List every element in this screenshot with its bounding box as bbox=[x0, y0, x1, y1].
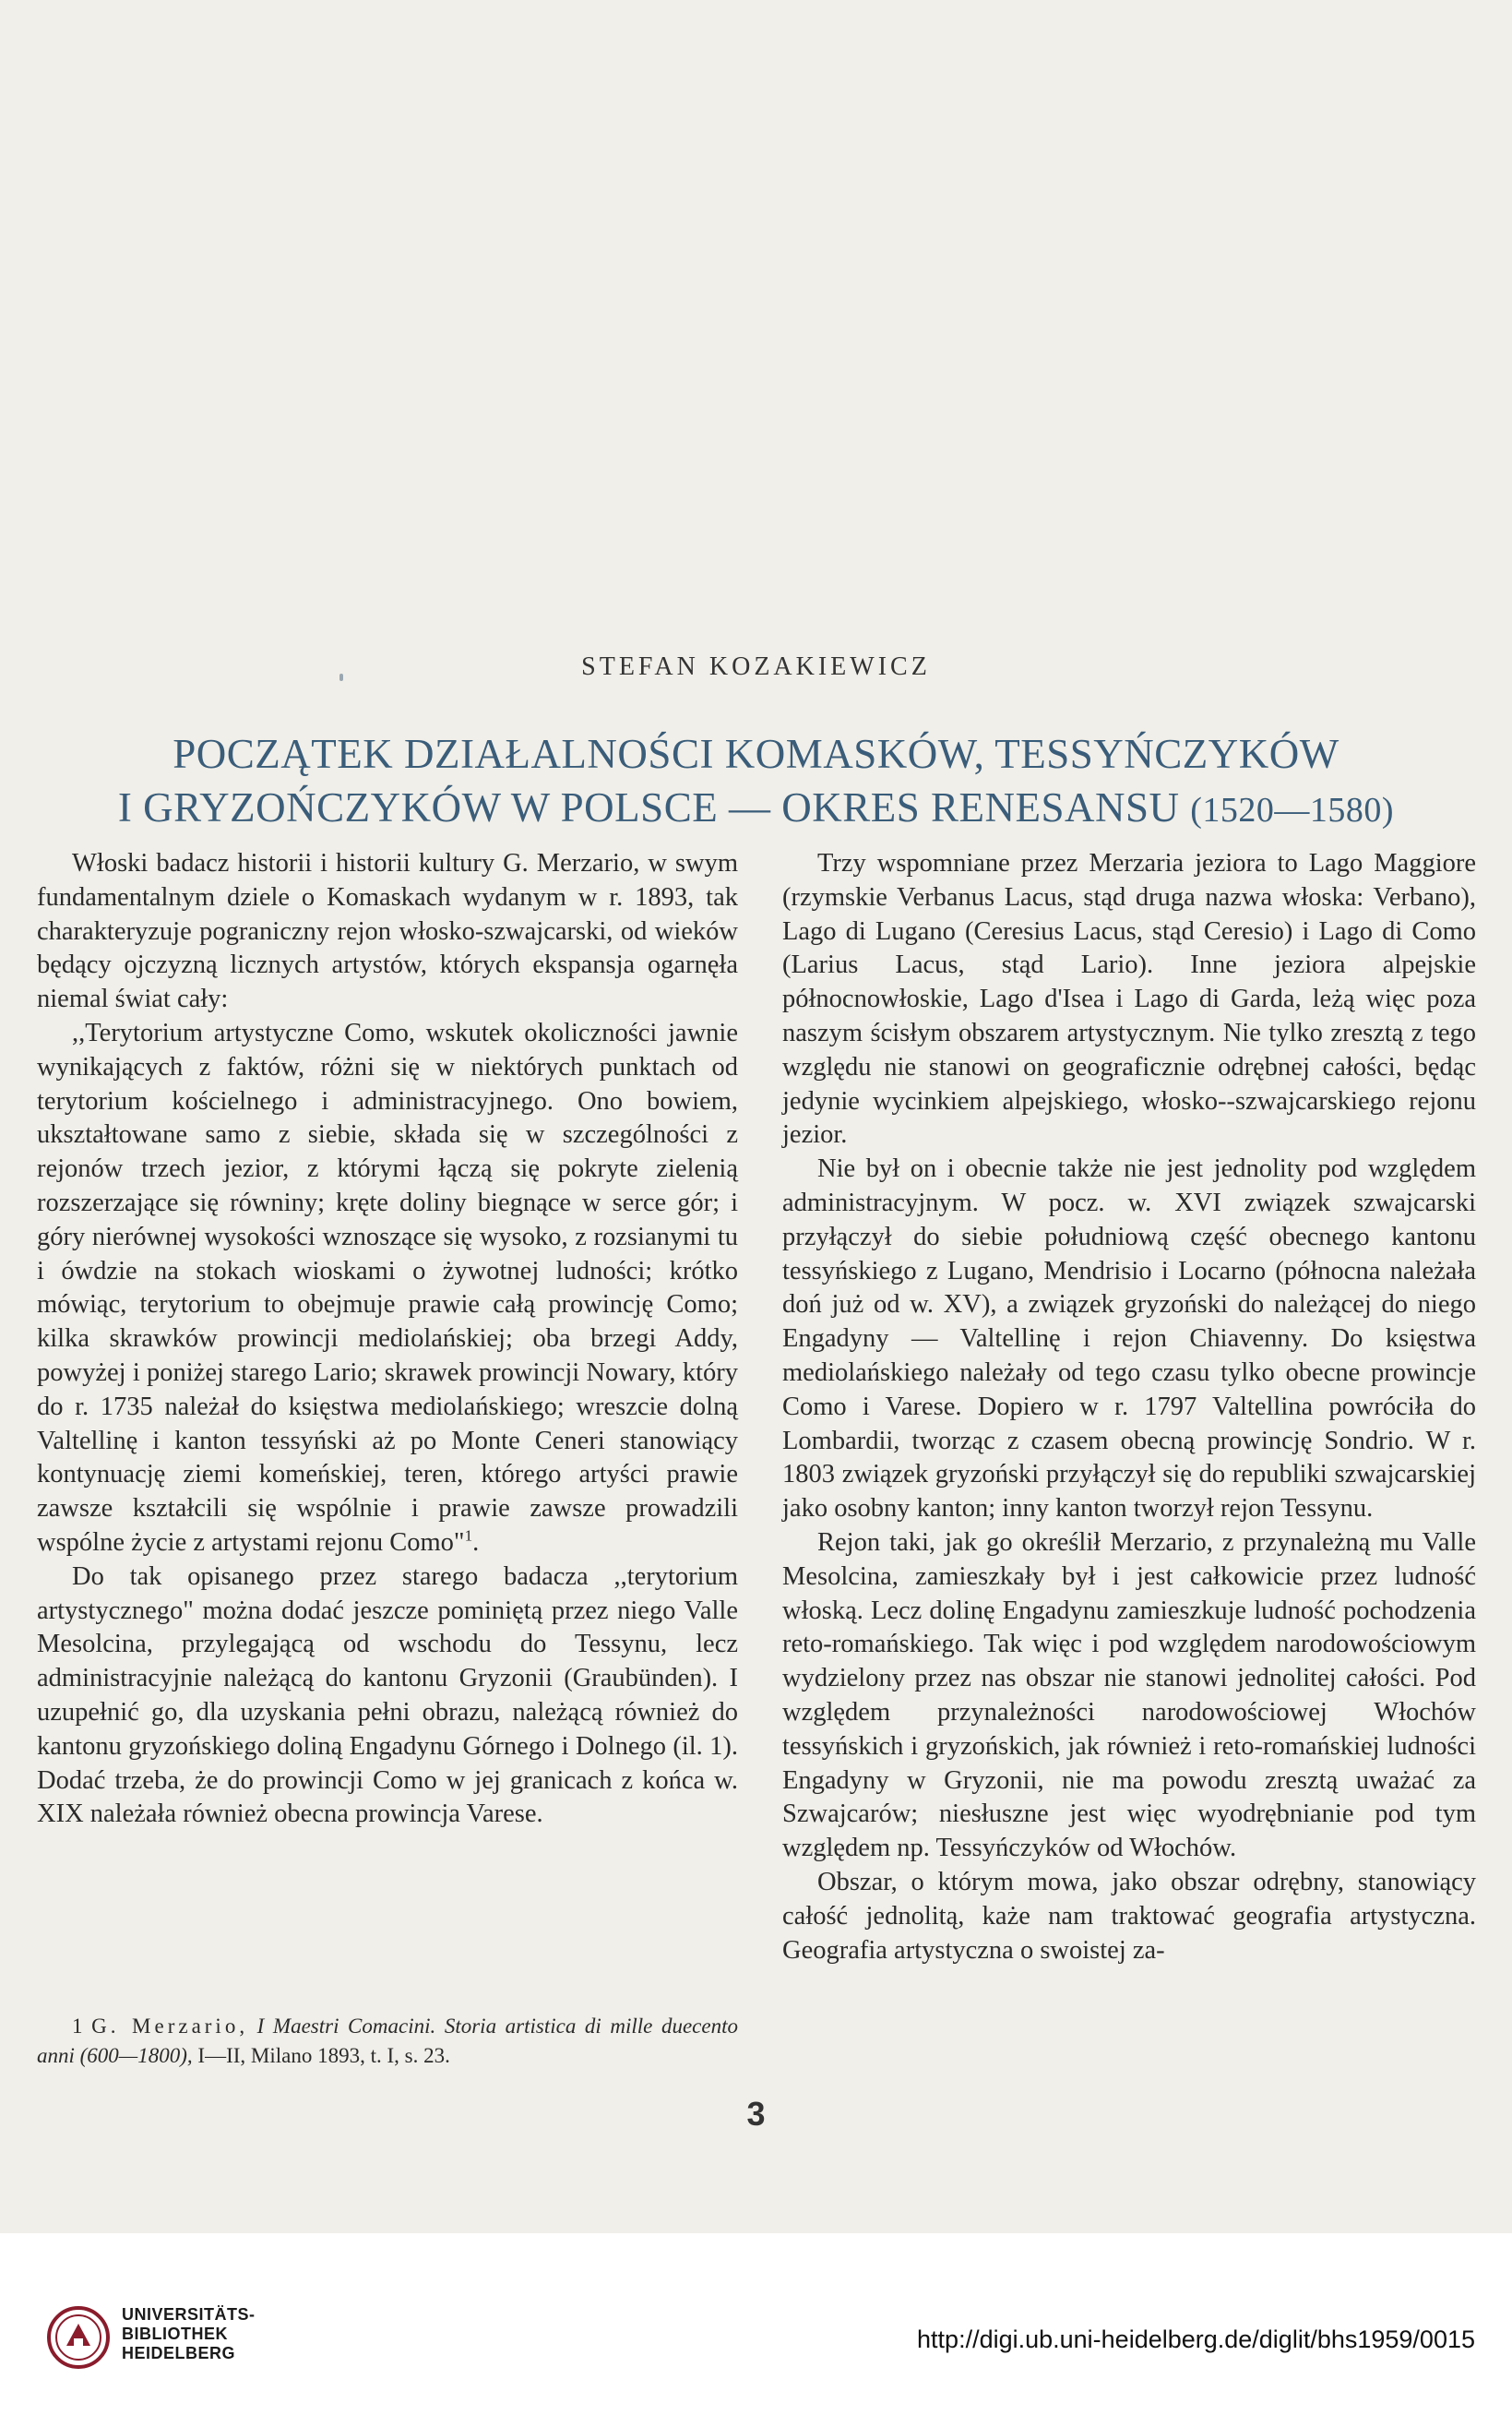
library-name-line-3: HEIDELBERG bbox=[122, 2344, 236, 2362]
paragraph: Nie był on i obecnie także nie jest jednolity pod względem administracyjnym. W pocz. w. XVI związek szwajcarski przyłączył do siebie południową część obecnego kantonu tessyńskiego z Lugano, Mendrisio i Locarno (północna należała doń już od w. XV), a związek gryzoński do należącej do niego Engadyny — Valtellinę i rejon Chiavenny. Do księstwa mediolańskiego należały od tego czasu tylko obecne prowincje Como i Varese. Dopiero w r. 1797 Valtellina powróciła do Lombardii, tworząc z czasem obecną prowincję Sondrio. W r. 1803 związek gryzoński przyłączył się do republiki szwajcarskiej jako osobny kanton; inny kanton tworzył rejon Tessynu. bbox=[782, 1154, 1476, 1524]
quote-paragraph bbox=[37, 1017, 738, 1560]
paragraph: Włoski badacz historii i historii kultury G. Merzario, w swym fundamentalnym dziele o Komaskach wydanym w r. 1893, tak charakteryzuje pograniczny rejon włosko-szwajcarski, od wieków będący ojczyzną licznych artystów, których ekspansja ogarnęła niemal świat cały: bbox=[37, 849, 738, 1014]
footnote-text bbox=[37, 2012, 738, 2071]
page-number: 3 bbox=[746, 2095, 766, 2133]
author-name: STEFAN KOZAKIEWICZ bbox=[581, 652, 931, 681]
paragraph: Do tak opisanego przez starego badacza ,,terytorium artystycznego" można dodać jeszcze pominiętą przez niego Valle Mesolcina, przylegającą od wschodu do Tessynu, lecz administracyjnie należącą do kantonu Gryzonii (Graubünden). I uzupełnić go, dla uzyskania pełni obrazu, należącą również do kantonu gryzońskiego doliną Engadynu Górnego i Dolnego (il. 1). Dodać trzeba, że do prowincji Como w jej granicach z końca w. XIX należała również obecna prowincja Varese. bbox=[37, 1561, 738, 1829]
footnote-number: 1 bbox=[72, 2015, 83, 2038]
footnote-work: I Maestri Comacini. Storia artistica di mille duecento anni (600—1800), bbox=[37, 2015, 738, 2067]
title-years: (1520—1580) bbox=[1190, 791, 1395, 830]
quote-end: . bbox=[472, 1527, 480, 1557]
footnote-ref[interactable]: 1 bbox=[464, 1526, 473, 1545]
library-name bbox=[122, 2305, 256, 2363]
ink-mark bbox=[339, 674, 343, 681]
footnote-author: G. Merzario, bbox=[91, 2015, 249, 2038]
seal-icon bbox=[46, 2305, 111, 2370]
source-url-link[interactable]: http://digi.ub.uni-heidelberg.de/diglit/bhs1959/0015 bbox=[917, 2325, 1475, 2353]
title-line-2-text: I GRYZOŃCZYKÓW W POLSCE — OKRES RENESANSU bbox=[117, 784, 1180, 831]
left-column bbox=[37, 847, 738, 1832]
title-line-1: POCZĄTEK DZIAŁALNOŚCI KOMASKÓW, TESSYŃCZYKÓW bbox=[173, 731, 1339, 777]
right-column bbox=[782, 847, 1476, 1967]
library-name-line-1: UNIVERSITÄTS- bbox=[122, 2305, 256, 2324]
paragraph: Obszar, o którym mowa, jako obszar odrębny, stanowiący całość jednolitą, każe nam traktować geografia artystyczna. Geografia artystyczna o swoistej za- bbox=[782, 1867, 1476, 1965]
library-logo[interactable] bbox=[46, 2305, 378, 2407]
article-title bbox=[37, 727, 1475, 837]
library-name-line-2: BIBLIOTHEK bbox=[122, 2325, 228, 2343]
title-line-2 bbox=[37, 781, 1475, 837]
footnote-rest: I—II, Milano 1893, t. I, s. 23. bbox=[197, 2044, 450, 2067]
paragraph: Trzy wspomniane przez Merzaria jeziora to Lago Maggiore (rzymskie Verbanus Lacus, stąd druga nazwa włoska: Verbano), Lago di Lugano (Ceresius Lacus, stąd Ceresio) i Lago di Como (Larius Lacus, stąd Lario). Inne jeziora alpejskie północnowłoskie, Lago d'Isea i Lago di Garda, leżą więc poza naszym ścisłym obszarem artystycznym. Nie tylko zresztą z tego względu nie stanowi on geograficznie odrębnej całości, będąc jedynie wycinkiem alpejskiego, włosko--szwajcarskiego rejonu jezior. bbox=[782, 849, 1476, 1150]
paragraph: Rejon taki, jak go określił Merzario, z przynależną mu Valle Mesolcina, zamieszkały był i jest całkowicie przez ludność włoską. Lecz dolinę Engadynu zamieszkuje ludność pochodzenia reto-romańskiego. Tak więc i pod względem narodowościowym wydzielony przez nas obszar nie stanowi jednolitej całości. Pod względem przynależności narodowościowej Włochów tessyńskich i gryzońskich, jak również i reto-romańskiej ludności Engadyny w Gryzonii, nie ma powodu zresztą uważać za Szwajcarów; niesłuszne jest więc wyodrębnianie pod tym względem np. Tessyńczyków od Włochów. bbox=[782, 1527, 1476, 1863]
quote-text: ,,Terytorium artystyczne Como, wskutek okoliczności jawnie wynikających z faktów, różni się w niektórych punktach od terytorium kościelnego i administracyjnego. Ono bowiem, ukształtowane samo z siebie, składa się w szczególności z rejonów trzech jezior, z którymi łączą się pokryte zielenią rozszerzające się równiny; kręte doliny biegnące w serce gór; i góry nierównej wysokości wznoszące się wysoko, z rozsianymi tu i ówdzie na stokach wioskami o żywotnej ludności; krótko mówiąc, terytorium to obejmuje prawie całą prowincję Como; kilka skrawków prowincji mediolańskiej; oba brzegi Addy, powyżej i poniżej starego Lario; skrawek prowincji Nowary, który do r. 1735 należał do księstwa mediolańskiego; wreszcie dolną Valtellinę i kanton tessyński aż po Monte Ceneri stanowiący kontynuację ziemi komeńskiej, teren, którego artyści prawie zawsze kształcili się wspólnie i prawie zawsze prowadzili wspólne życie z artystami rejonu Como" bbox=[37, 1018, 738, 1557]
footnote bbox=[37, 2012, 738, 2071]
